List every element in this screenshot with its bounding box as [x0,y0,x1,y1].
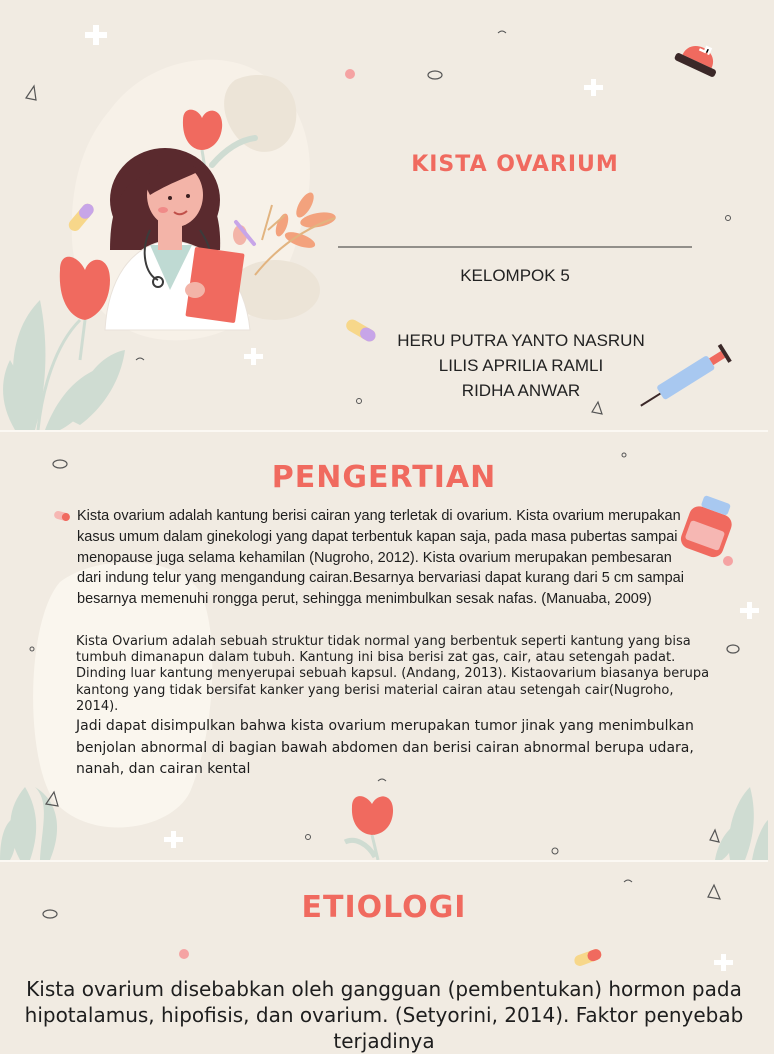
member-name: RIDHA ANWAR [461,381,581,400]
etiologi-title: ETIOLOGI [301,890,467,925]
cover-title: KISTA OVARIUM [411,152,619,177]
etiologi-paragraph: Kista ovarium disebabkan oleh gangguan (pembentukan) hormon pada hipotalamus, hipofisis, dan ovarium. (Setyorini, 2014). Faktor penyebab terjadinya [24,977,744,1053]
pengertian-paragraph-3: Jadi dapat disimpulkan bahwa kista ovarium merupakan tumor jinak yang menimbulkan benjolan abnormal di bagian bawah abdomen dan berisi cairan abnormal berupa udara, nanah, dan cairan kental [76,718,694,777]
cover-slide [0,0,768,430]
pengertian-paragraph-2: Kista Ovarium adalah sebuah struktur tidak normal yang berbentuk seperti kantung yang bisa tumbuh dimanapun dalam tubuh. Kantung ini bisa berisi zat gas, cair, atau setengah padat. Dinding luar kantung menyerupai sebuah kapsul. (Andang, 2013). Kistaovarium biasanya berupa kantong yang tidak bersifat kanker yang berisi material cairan atau setengah cair(Nugroho, 2014). [76,634,710,714]
pengertian-slide [0,432,768,860]
member-list [340,328,702,403]
pengertian-paragraph-1: Kista ovarium adalah kantung berisi cairan yang terletak di ovarium. Kista ovarium merupakan kasus umum dalam ginekologi yang dapat terbentuk kapan saja, pada masa pubertas sampai menopause juga selama kehamilan (Nugroho, 2012). Kista ovarium merupakan pembesaran dari indung telur yang mengandung cairan.Besarnya bervariasi dapat kurang dari 5 cm sampai besarnya memenuhi rongga perut, sehingga menimbulkan sesak nafas. (Manuaba, 2009) [77,508,684,608]
member-name: HERU PUTRA YANTO NASRUN [397,331,645,350]
pengertian-title: PENGERTIAN [271,460,497,495]
member-name: LILIS APRILIA RAMLI [438,356,604,375]
etiologi-slide [0,862,768,1053]
group-label: KELOMPOK 5 [460,266,570,285]
